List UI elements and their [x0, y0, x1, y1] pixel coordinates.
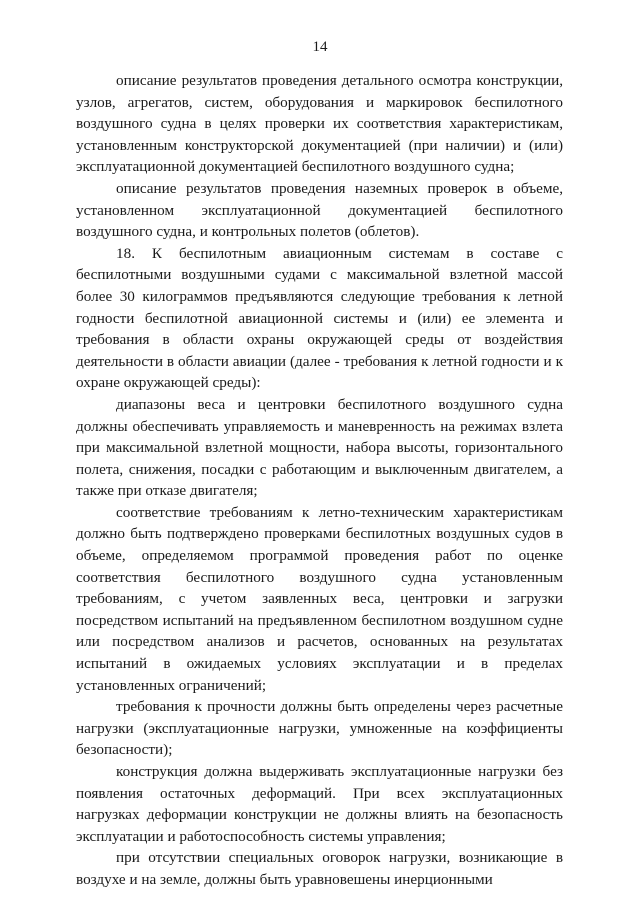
paragraph-special-conditions: при отсутствии специальных оговорок нагрузки, возникающие в воздухе и на земле, должны быть уравновешены инерционными [76, 849, 563, 888]
paragraph-weight-balance: диапазоны веса и центровки беспилотного воздушного судна должны обеспечивать управляемость и маневренность на режимах взлета при максимальной взлетной мощности, набора высоты, горизонтального полета, снижения, посадки с работающим и выключенным двигателем, а также при отказе двигателя; [76, 395, 563, 500]
paragraph-item-18: 18. К беспилотным авиационным системам в составе с беспилотными воздушными судами с максимальной взлетной массой более 30 килограммов предъявляются следующие требования к летной годности беспилотной авиационной системы и (или) ее элемента и требования в области охраны окружающей среды от воздействия деятельности в области авиации (далее - требования к летной годности и к охране окружающей среды): [76, 244, 563, 392]
page-number: 14 [312, 39, 328, 55]
paragraph-strength-requirements: требования к прочности должны быть определены через расчетные нагрузки (эксплуатационные нагрузки, умноженные на коэффициенты безопасности); [76, 698, 563, 759]
paragraph-inspection-description: описание результатов проведения детального осмотра конструкции, узлов, агрегатов, систем, оборудования и маркировок беспилотного воздушного судна в целях проверки их соответствия характеристикам, установленным конструкторской документацией (при наличии) и (или) эксплуатационной документацией беспилотного воздушного судна; [76, 72, 563, 176]
paragraph-structure-loads: конструкция должна выдерживать эксплуатационные нагрузки без появления остаточных деформаций. При всех эксплуатационных нагрузках деформации конструкции не должны влиять на безопасность эксплуатации и работоспособность системы управления; [76, 763, 563, 845]
paragraph-ground-checks-description: описание результатов проведения наземных проверок в объеме, установленном эксплуатационной документацией беспилотного воздушного судна, и контрольных полетов (облетов). [76, 179, 563, 241]
document-body [76, 70, 563, 891]
paragraph-performance-compliance: соответствие требованиям к летно-техническим характеристикам должно быть подтверждено проверками беспилотных воздушных судов в объеме, определяемом программой проведения работ по оценке соответствия беспилотного воздушного судна установленным требованиям, с учетом заявленных веса, центровки и загрузки посредством испытаний на предъявленном беспилотном воздушном судне или посредством анализов и расчетов, основанных на результатах испытаний в ожидаемых условиях эксплуатации и в пределах установленных ограничений; [76, 503, 563, 694]
